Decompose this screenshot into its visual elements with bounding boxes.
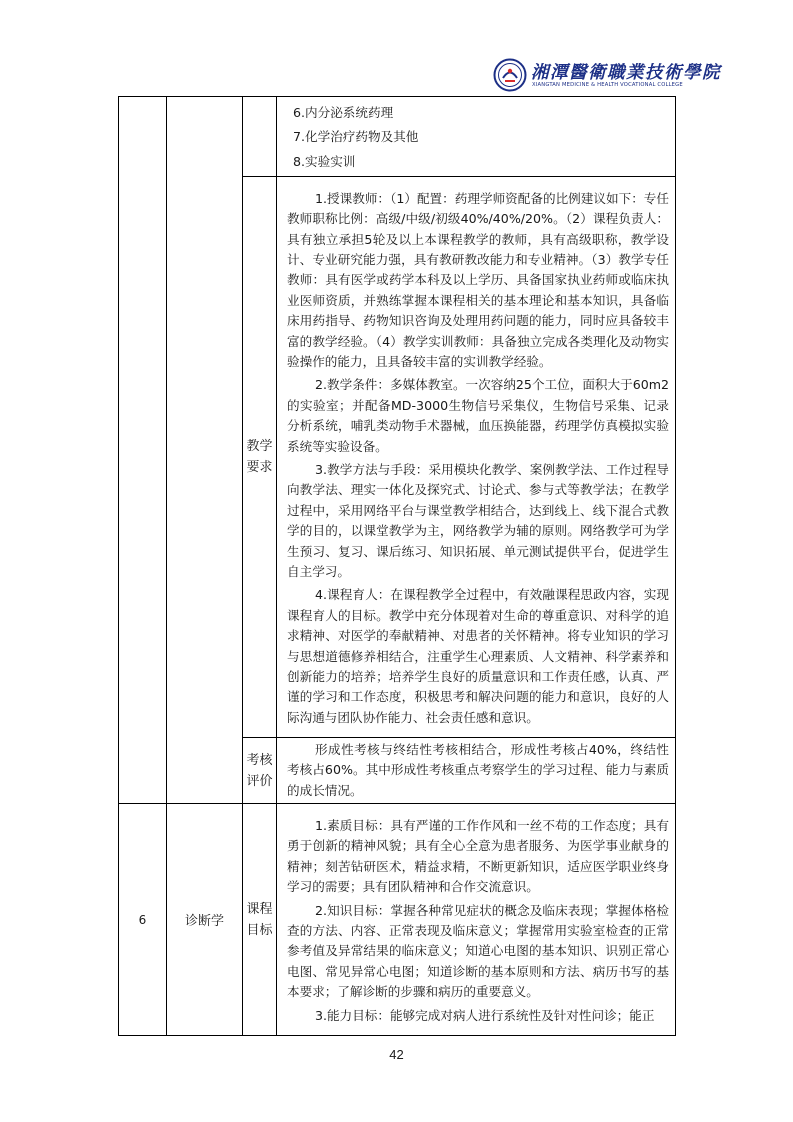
paragraph: 2.教学条件：多媒体教室。一次容纳25个工位，面积大于60m2的实验室；并配备MD-3000生物信号采集仪，生物信号采集、记录分析系统，哺乳类动物手术器械，血压换能器，药理学仿真模拟实验系统等实验设备。 — [287, 377, 670, 454]
page-number: 42 — [389, 1047, 404, 1062]
paragraph: 1.素质目标：具有严谨的工作作风和一丝不苟的工作态度；具有勇于创新的精神风貌；具有全心全意为患者服务、为医学事业献身的精神；刻苦钻研医术，精益求精，不断更新知识，适应医学职业终身学习的需要；具有团队精神和合作交流意识。 — [287, 817, 669, 895]
school-name-cn: 湘潭醫衛職業技術學院 — [531, 63, 721, 83]
school-logo — [493, 58, 721, 94]
course-number-cell — [119, 97, 167, 804]
assessment-label: 考核评价 — [243, 738, 277, 804]
list-item: 8.实验实训 — [293, 153, 356, 169]
content-cell — [277, 97, 676, 177]
paragraph: 2.知识目标：掌握各种常见症状的概念及临床表现；掌握体格检查的方法、内容、正常表现及临床意义；掌握常用实验室检查的正常参考值及异常结果的临床意义；知道心电图的基本知识、识别正常心电图、常见异常心电图；知道诊断的基本原则和方法、病历书写的基本要求；了解诊断的步骤和病历的重要意义。 — [287, 902, 669, 1000]
list-item: 7.化学治疗药物及其他 — [293, 129, 419, 145]
school-emblem-icon — [493, 58, 527, 92]
category-cell — [243, 97, 277, 177]
table-row — [119, 97, 676, 177]
table-row — [119, 804, 676, 1036]
teaching-requirements-content — [277, 177, 676, 738]
paragraph: 3.能力目标：能够完成对病人进行系统性及针对性问诊；能正 — [315, 1007, 655, 1023]
list-item: 6.内分泌系统药理 — [293, 104, 394, 120]
paragraph: 形成性考核与终结性考核相结合，形成性考核占40%，终结性考核占60%。其中形成性考核重点考察学生的学习过程、能力与素质的成长情况。 — [287, 741, 669, 798]
course-number: 6 — [119, 804, 167, 1036]
paragraph: 1.授课教师：（1）配置：药理学师资配备的比例建议如下：专任教师职称比例：高级/中级/初级40%/40%/20%。（2）课程负责人：具有独立承担5轮及以上本课程教学的教师，具有高级职称，教学设计、专业研究能力强，具有教研教改能力和专业精神。（3）教学专任教师：具有医学或药学本科及以上学历、具备国家执业药师或临床执业医师资质，并熟练掌握本课程相关的基本理论和基本知识，具备临床用药指导、药物知识咨询及处理用药问题的能力，同时应具备较丰富的教学经验。（4）教学实训教师：具备独立完成各类理化及动物实验操作的能力，且具备较丰富的实训教学经验。 — [287, 190, 669, 369]
paragraph: 4.课程育人：在课程教学全过程中，有效融课程思政内容，实现课程育人的目标。教学中充分体现着对生命的尊重意识、对科学的追求精神、对医学的奉献精神、对患者的关怀精神。将专业知识的学习与思想道德修养相结合，注重学生心理素质、人文精神、科学素养和创新能力的培养；培养学生良好的质量意识和工作责任感，认真、严谨的学习和工作态度，积极思考和解决问题的能力和意识，良好的人际沟通与团队协作能力、社会责任感和意识。 — [287, 587, 669, 725]
course-table — [118, 96, 676, 1036]
course-name-cell — [167, 97, 243, 804]
course-name: 诊断学 — [167, 804, 243, 1036]
paragraph: 3.教学方法与手段：采用模块化教学、案例教学法、工作过程导向教学法、理实一体化及探究式、讨论式、参与式等教学法；在教学过程中，采用网络平台与课堂教学相结合，达到线上、线下混合式教学的目的，以课堂教学为主，网络教学为辅的原则。网络教学可为学生预习、复习、课后练习、知识拓展、单元测试提供平台，促进学生自主学习。 — [287, 462, 669, 580]
teaching-requirements-label: 教学要求 — [243, 177, 277, 738]
course-goals-content — [277, 804, 676, 1036]
course-goals-label: 课程目标 — [243, 804, 277, 1036]
school-name-en: XIANGTAN MEDICINE & HEALTH VOCATIONAL COLLEGE — [532, 82, 683, 88]
assessment-content — [277, 738, 676, 804]
